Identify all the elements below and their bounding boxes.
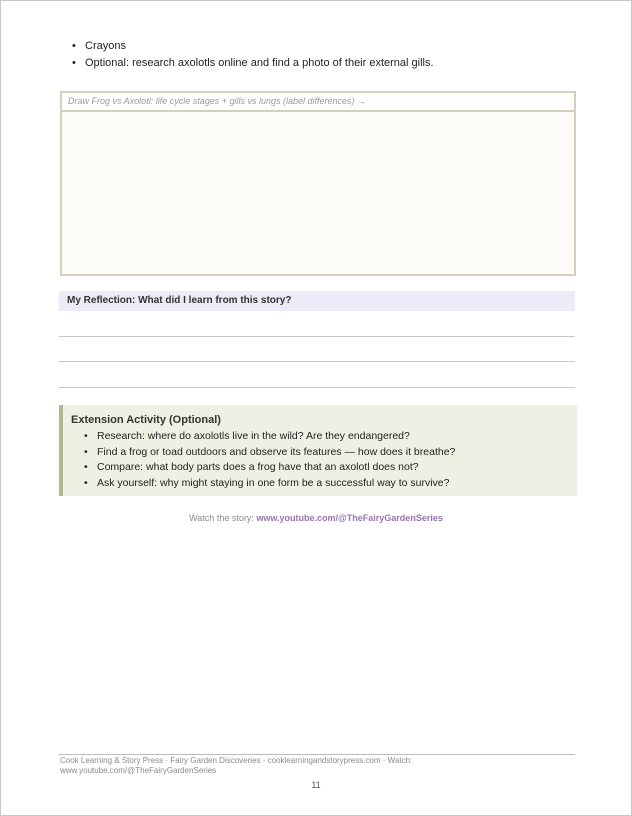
page-number: 11 — [311, 780, 321, 790]
writing-line[interactable] — [59, 387, 575, 388]
bullet-icon: • — [72, 40, 76, 52]
list-item — [72, 38, 434, 55]
watch-line — [0, 513, 632, 523]
list-item-text: Ask yourself: why might staying in one form be a successful way to survive? — [97, 476, 450, 489]
reflection-heading: My Reflection: What did I learn from this story? — [59, 291, 575, 311]
writing-line[interactable] — [59, 361, 575, 362]
footer — [60, 756, 460, 776]
bullet-icon: • — [72, 57, 76, 69]
footer-divider — [59, 754, 575, 755]
drawing-box[interactable] — [60, 91, 576, 276]
list-item — [72, 55, 434, 72]
bullet-icon: • — [84, 430, 88, 442]
drawing-box-caption: Draw Frog vs Axolotl: life cycle stages + gills vs lungs (label differences) → — [62, 93, 574, 112]
list-item — [84, 460, 577, 476]
watch-prefix: Watch the story: — [189, 513, 257, 523]
list-item-text: Optional: research axolotls online and find a photo of their external gills. — [85, 57, 434, 69]
list-item — [84, 476, 577, 492]
list-item-text: Crayons — [85, 40, 126, 52]
list-item-text: Compare: what body parts does a frog have that an axolotl does not? — [97, 461, 419, 473]
footer-line-1: Cook Learning & Story Press · Fairy Garden Discoveries · cooklearningandstorypress.com · Watch: — [60, 756, 413, 765]
extension-list — [71, 429, 577, 491]
bullet-icon: • — [84, 476, 88, 489]
materials-list — [72, 38, 434, 72]
list-item-text: Find a frog or toad outdoors and observe its features — how does it breathe? — [97, 445, 456, 458]
footer-line-2: www.youtube.com/@TheFairyGardenSeries — [60, 766, 217, 775]
list-item-text: Research: where do axolotls live in the wild? Are they endangered? — [97, 430, 410, 442]
bullet-icon: • — [84, 445, 88, 458]
extension-activity-box — [59, 405, 577, 496]
extension-title: Extension Activity (Optional) — [71, 414, 221, 426]
list-item — [84, 445, 577, 461]
bullet-icon: • — [84, 461, 88, 473]
writing-line[interactable] — [59, 336, 575, 337]
watch-link[interactable]: www.youtube.com/@TheFairyGardenSeries — [256, 513, 443, 523]
list-item — [84, 429, 577, 445]
